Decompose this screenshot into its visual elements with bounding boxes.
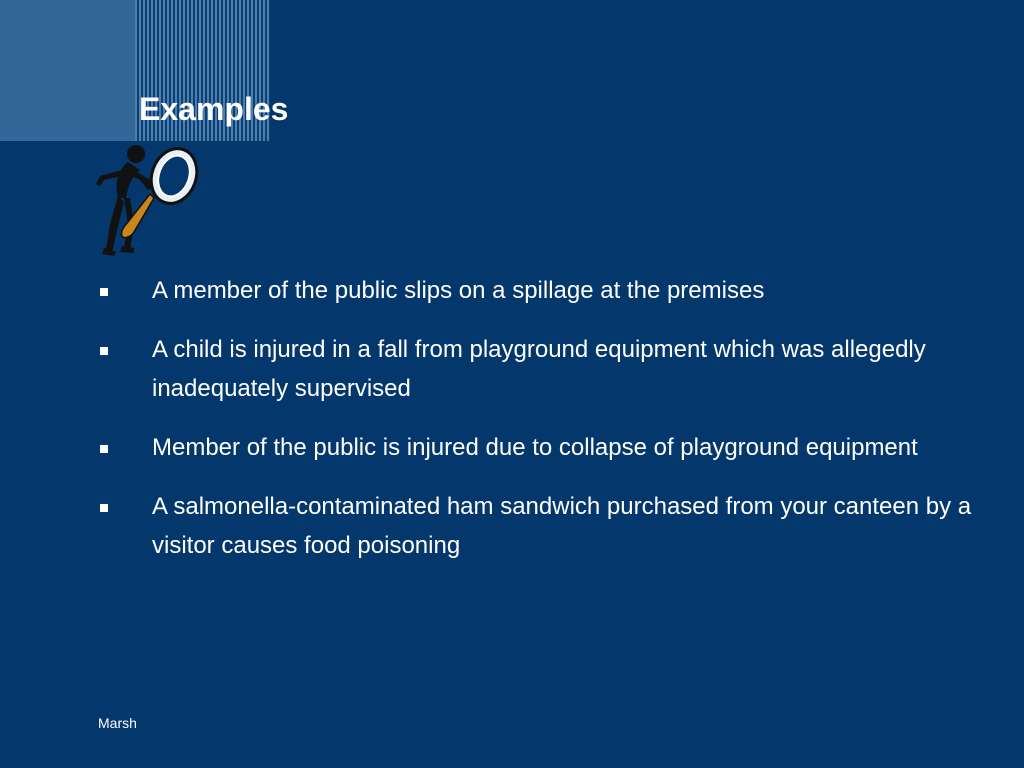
footer-text: Marsh bbox=[98, 715, 137, 731]
bullet-text: A salmonella-contaminated ham sandwich purchased from your canteen by a visitor causes food poisoning bbox=[152, 493, 972, 559]
list-item bbox=[98, 330, 978, 408]
detective-magnifying-glass-icon bbox=[88, 140, 206, 258]
bullet-text: Member of the public is injured due to collapse of playground equipment bbox=[152, 434, 918, 461]
bullet-text: A member of the public slips on a spillage at the premises bbox=[152, 277, 765, 304]
list-item bbox=[98, 487, 978, 565]
square-bullet-icon bbox=[100, 288, 108, 296]
bullet-text: A child is injured in a fall from playground equipment which was allegedly inadequately supervised bbox=[152, 336, 926, 402]
square-bullet-icon bbox=[100, 347, 108, 355]
bullet-list bbox=[98, 271, 978, 585]
corner-decoration-block bbox=[0, 0, 135, 141]
list-item bbox=[98, 271, 978, 310]
square-bullet-icon bbox=[100, 504, 108, 512]
square-bullet-icon bbox=[100, 445, 108, 453]
slide-title: Examples bbox=[139, 91, 289, 127]
list-item bbox=[98, 428, 978, 467]
